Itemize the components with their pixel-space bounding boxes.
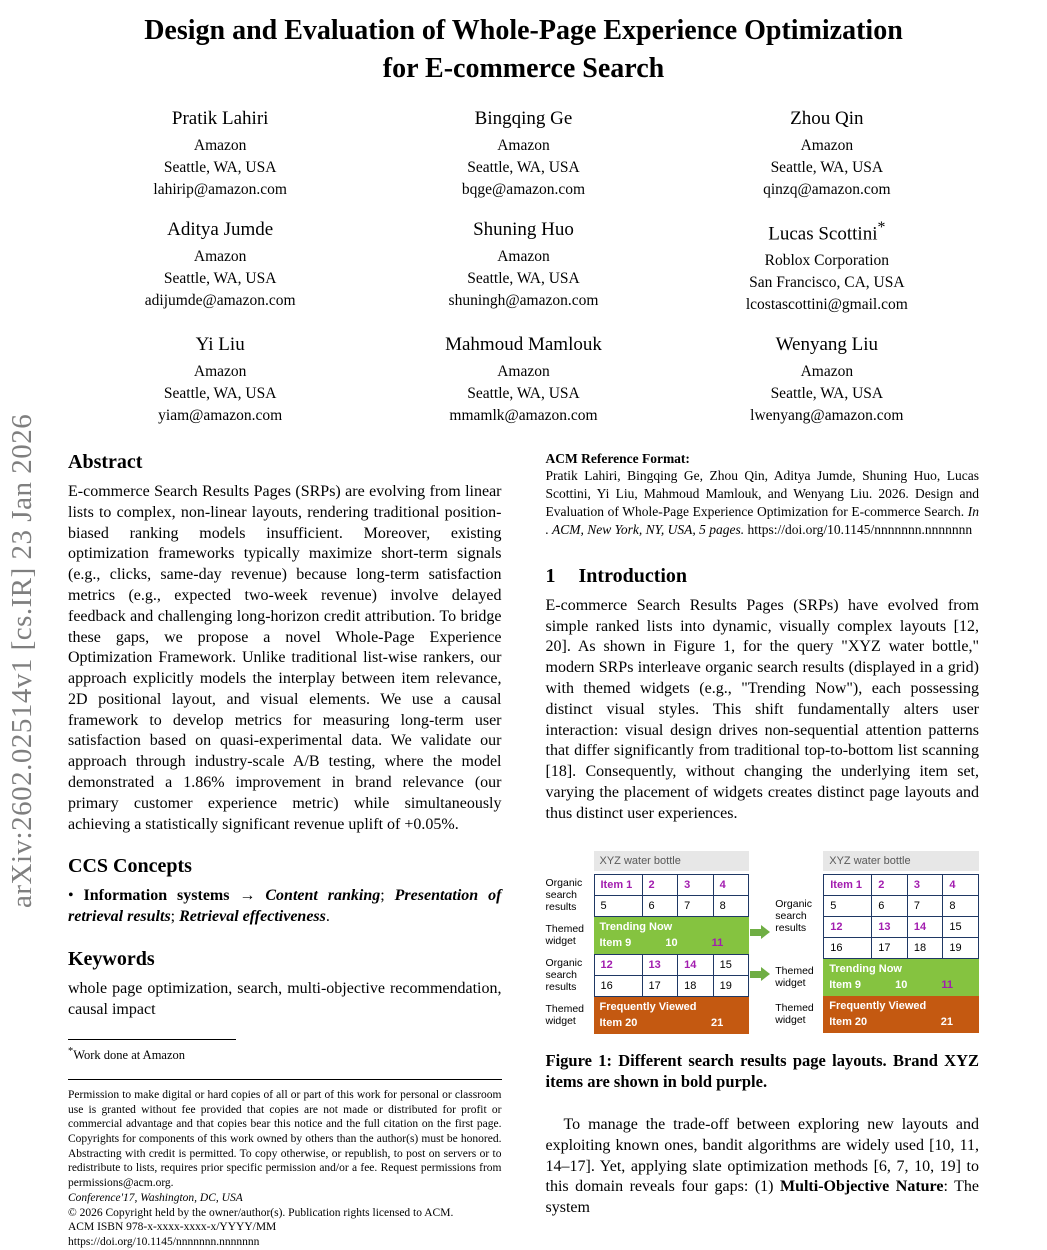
- author-block: [69, 219, 372, 316]
- author-affiliation: Amazon: [497, 136, 550, 154]
- ccs-concept: Information systems: [83, 887, 230, 905]
- figure-item-cell: 15: [713, 954, 749, 975]
- author-location: Seattle, WA, USA: [770, 384, 884, 402]
- author-email: shuningh@amazon.com: [448, 291, 599, 309]
- figure-widget-item: Item 20: [599, 1016, 638, 1029]
- figure-side-label: Organic search results: [545, 956, 583, 994]
- figure-side-label: Themed widget: [545, 1002, 585, 1027]
- author-location: Seattle, WA, USA: [467, 158, 580, 176]
- figure-brand-item-cell: Item 1: [594, 874, 642, 895]
- author-block: [69, 334, 372, 427]
- figure-search-bar: XYZ water bottle: [594, 851, 750, 871]
- author-name-text: Pratik Lahiri: [171, 107, 269, 129]
- figure-item-cell: 18: [677, 975, 713, 996]
- ccs-separator: ;: [380, 887, 395, 905]
- section-number: 1: [545, 564, 556, 587]
- figure-brand-item-cell: 4: [713, 874, 749, 895]
- paper-title: [44, 0, 1004, 88]
- ccs-item: Presentation of retrieval results: [68, 887, 502, 926]
- title-line-1: Design and Evaluation of Whole-Page Experience Optimization: [144, 15, 903, 46]
- figure-brand-item-cell: 13: [642, 954, 678, 975]
- figure-brand-item-cell: 11: [711, 936, 724, 949]
- section-title: Introduction: [578, 564, 688, 587]
- figure-side-label: Themed widget: [775, 964, 814, 989]
- author-affiliation: Amazon: [193, 362, 247, 380]
- figure-brand-item-cell: 3: [907, 874, 943, 895]
- author-name: [675, 219, 978, 245]
- author-email: lcostascottini@gmail.com: [745, 295, 908, 313]
- author-grid: [69, 108, 979, 427]
- figure-item-cell: 7: [907, 895, 943, 916]
- author-block: [675, 334, 978, 427]
- copyright-line: © 2026 Copyright held by the owner/author(s). Publication rights licensed to ACM.: [68, 1206, 454, 1219]
- author-location: San Francisco, CA, USA: [749, 273, 905, 291]
- figure-item-cell: 18: [907, 937, 943, 958]
- figure-1: [546, 851, 980, 1034]
- figure-widget-item: Item 9: [599, 936, 632, 949]
- figure-brand-item-cell: 14: [907, 916, 943, 937]
- figure-side-label: Themed widget: [545, 922, 585, 947]
- author-name-text: Wenyang Liu: [775, 333, 879, 355]
- figure-brand-item-cell: Item 1: [823, 874, 871, 895]
- figure-brand-item-cell: 2: [642, 874, 678, 895]
- figure-widget-items: [600, 937, 744, 949]
- figure-organic-grid: [823, 874, 979, 959]
- figure-brand-item-cell: 13: [871, 916, 907, 937]
- figure-widget-items: [829, 979, 973, 991]
- author-block: [372, 108, 675, 201]
- right-column: [546, 451, 980, 1250]
- green-arrow-icon: [750, 971, 761, 978]
- left-column: [68, 451, 502, 1250]
- ccs-item: Retrieval effectiveness: [179, 908, 326, 926]
- figure-item-cell: 8: [713, 895, 749, 916]
- figure-widget-items: [829, 1016, 973, 1028]
- introduction-paragraph-2: [546, 1115, 980, 1219]
- figure-side-label: [546, 851, 594, 874]
- figure-item-cell: 6: [642, 895, 678, 916]
- author-name-text: Zhou Qin: [790, 107, 864, 129]
- title-line-2: for E-commerce Search: [382, 52, 665, 84]
- author-email: lahirip@amazon.com: [153, 180, 287, 198]
- figure-brand-item-cell: 12: [594, 954, 642, 975]
- figure-brand-item-cell: 3: [677, 874, 713, 895]
- author-location: Seattle, WA, USA: [163, 158, 277, 176]
- author-name: [372, 219, 675, 241]
- ccs-separator: ;: [170, 908, 180, 926]
- abstract-heading: Abstract: [68, 450, 143, 473]
- figure-item-cell: 8: [942, 895, 978, 916]
- author-email: mmamlk@amazon.com: [449, 406, 598, 424]
- arxiv-watermark: arXiv:2602.02514v1 [cs.IR] 23 Jan 2026: [6, 413, 38, 908]
- figure-widget-green: [594, 917, 750, 954]
- author-location: Seattle, WA, USA: [467, 269, 580, 287]
- author-footnote: [68, 1046, 502, 1063]
- author-email: bqge@amazon.com: [461, 180, 586, 198]
- author-block: [372, 334, 675, 427]
- author-name-text: Shuning Huo: [473, 218, 574, 240]
- figure-side-label: [775, 851, 823, 874]
- figure-item-cell: 16: [594, 975, 642, 996]
- green-arrow-icon: [750, 929, 761, 936]
- author-location: Seattle, WA, USA: [770, 158, 884, 176]
- acm-ref-venue: In . ACM, New York, NY, USA, 5 pages.: [545, 503, 979, 537]
- ccs-item: Content ranking: [265, 887, 381, 905]
- figure-widget-green: [823, 959, 979, 996]
- figure-widget-orange: [594, 997, 750, 1034]
- figure-widget-item: 21: [940, 1015, 953, 1028]
- author-affiliation: Amazon: [800, 136, 854, 154]
- paragraph-text: : The system: [545, 1178, 980, 1217]
- figure1-left-mockup: [546, 851, 750, 1034]
- paragraph-text: To manage the trade-off between exploring new layouts and exploiting known ones, bandit algorithms are widely used [10, 11, 14–17]. Yet, applying slate optimization methods [6, 7, 10, 19] to this domain reveals four gaps: (1): [545, 1116, 979, 1196]
- acm-ref-text: [546, 467, 980, 539]
- figure-side-label: Themed widget: [775, 1001, 814, 1026]
- ccs-period: .: [325, 908, 330, 926]
- figure-widget-item: Item 20: [829, 1015, 868, 1028]
- conference-line: Conference'17, Washington, DC, USA: [68, 1191, 243, 1204]
- figure-item-cell: 5: [823, 895, 871, 916]
- two-column-body: [68, 451, 979, 1250]
- figure-brand-item-cell: 4: [942, 874, 978, 895]
- figure-widget-title: Frequently Viewed: [599, 1000, 697, 1013]
- author-name: [69, 108, 372, 130]
- author-block: [675, 219, 978, 316]
- author-affiliation: Amazon: [193, 136, 247, 154]
- figure-item-cell: 7: [677, 895, 713, 916]
- ccs-text: [68, 886, 502, 928]
- figure-organic-grid: [594, 954, 750, 997]
- figure-brand-item-cell: 2: [871, 874, 907, 895]
- author-name: [675, 334, 978, 356]
- acm-reference-format: [546, 451, 980, 539]
- keywords-heading: Keywords: [68, 948, 155, 971]
- figure-brand-item-cell: 14: [677, 954, 713, 975]
- copyright-block: [68, 1088, 502, 1250]
- author-affiliation: Amazon: [193, 247, 247, 265]
- figure-widget-title: Trending Now: [599, 920, 673, 933]
- figure-search-bar: XYZ water bottle: [823, 851, 979, 871]
- figure-widget-title: Frequently Viewed: [829, 999, 927, 1012]
- author-name-text: Bingqing Ge: [474, 107, 573, 129]
- ccs-arrow: →: [229, 887, 266, 905]
- author-name-text: Yi Liu: [195, 333, 245, 355]
- author-email: qinzq@amazon.com: [763, 180, 891, 198]
- author-affiliation: Roblox Corporation: [764, 251, 890, 269]
- figure1-arrows: [749, 851, 775, 1034]
- footnote-rule: [68, 1039, 236, 1040]
- figure-item-cell: 19: [713, 975, 749, 996]
- figure-widget-item: 21: [711, 1016, 724, 1029]
- author-email: adijumde@amazon.com: [144, 291, 296, 309]
- doi-link[interactable]: https://doi.org/10.1145/nnnnnnn.nnnnnnn: [68, 1236, 260, 1248]
- acm-ref-doi[interactable]: https://doi.org/10.1145/nnnnnnn.nnnnnnn: [744, 521, 973, 537]
- copyright-rule: [68, 1079, 502, 1080]
- author-name: [372, 334, 675, 356]
- author-name: [372, 108, 675, 130]
- figure-item-cell: 17: [871, 937, 907, 958]
- isbn-line: ACM ISBN 978-x-xxxx-xxxx-x/YYYY/MM: [68, 1221, 277, 1234]
- author-block: [372, 219, 675, 316]
- author-block: [675, 108, 978, 201]
- author-name: [69, 334, 372, 356]
- ccs-bullet: •: [68, 887, 84, 905]
- author-name: [69, 219, 372, 241]
- author-block: [69, 108, 372, 201]
- introduction-paragraph-1: E-commerce Search Results Pages (SRPs) have evolved from simple ranked lists into dynamic, visually complex layouts [12, 20]. As shown in Figure 1, for the query "XYZ water bottle," modern SRPs interleave organic search results (displayed in a grid) with themed widgets (e.g., "Trending Now"), each possessing distinct visual styles. This shift fundamentally alters user interaction: visual design drives non-sequential attention patterns that differ significantly from traditional top-to-bottom list scanning [18]. Consequently, without changing the underlying item set, varying the placement of widgets creates distinct page layouts and thus distinct user experiences.: [545, 596, 979, 822]
- figure-widget-title: Trending Now: [829, 962, 902, 975]
- keywords-text: whole page optimization, search, multi-objective recommendation, causal impact: [68, 980, 502, 1018]
- figure-widget-item: 10: [895, 978, 908, 991]
- author-location: Seattle, WA, USA: [163, 269, 277, 287]
- figure-widget-orange: [823, 996, 979, 1033]
- abstract-text: E-commerce Search Results Pages (SRPs) are evolving from linear lists to complex, non-linear layouts, rendering traditional position-biased ranking models insufficient. Moreover, existing optimization frameworks typically maximize short-term signals (e.g., clicks, same-day revenue) because long-term satisfaction metrics (e.g., expected two-week revenue) involve delayed feedback and challenging long-horizon credit attribution. To bridge these gaps, we propose a novel Whole-Page Experience Optimization Framework. Unlike traditional list-wise rankers, our approach explicitly models the interplay between item relevance, 2D positional layout, and visual elements. We use a causal framework to develop metrics for measuring long-term user satisfaction based on quasi-experimental data. We validate our approach through industry-scale A/B testing, where the model demonstrated a 1.86% improvement in brand relevance (our primary customer experience metric) while simultaneously achieving a statistically significant revenue uplift of +0.05%.: [68, 482, 502, 833]
- figure-item-cell: 15: [942, 916, 978, 937]
- author-name: [675, 108, 978, 130]
- figure-brand-item-cell: 11: [941, 978, 953, 991]
- author-email: lwenyang@amazon.com: [750, 406, 904, 424]
- footnote-text: Work done at Amazon: [73, 1047, 186, 1062]
- figure-brand-item-cell: 12: [823, 916, 871, 937]
- author-location: Seattle, WA, USA: [163, 384, 277, 402]
- acm-ref-heading: ACM Reference Format:: [545, 450, 690, 466]
- figure-item-cell: 16: [823, 937, 871, 958]
- author-affiliation: Amazon: [497, 362, 550, 380]
- author-name-text: Mahmoud Mamlouk: [445, 333, 602, 355]
- author-name-text: Aditya Jumde: [167, 218, 274, 240]
- figure1-caption: Figure 1: Different search results page layouts. Brand XYZ items are shown in bold purple.: [545, 1050, 979, 1092]
- figure-widget-items: [600, 1017, 744, 1029]
- ccs-heading: CCS Concepts: [68, 855, 192, 878]
- figure-widget-item: Item 9: [829, 978, 862, 991]
- figure-widget-item: 10: [665, 936, 678, 949]
- figure-item-cell: 5: [594, 895, 642, 916]
- bold-term: Multi-Objective Nature: [779, 1178, 944, 1196]
- author-name-text: Lucas Scottini: [768, 222, 878, 244]
- figure-item-cell: 17: [642, 975, 678, 996]
- permission-text: Permission to make digital or hard copies of all or part of this work for personal or classroom use is granted without fee provided that copies are not made or distributed for profit or commercial advantage and that copies bear this notice and the full citation on the first page. Copyrights for components of this work owned by others than the author(s) must be honored. Abstracting with credit is permitted. To copy otherwise, or republish, to post on servers or to redistribute to lists, requires prior specific permission and/or a fee. Request permissions from permissions@acm.org.: [68, 1088, 502, 1190]
- author-affiliation: Amazon: [497, 247, 550, 265]
- author-affiliation: Amazon: [800, 362, 854, 380]
- acm-ref-authors: Pratik Lahiri, Bingqing Ge, Zhou Qin, Aditya Jumde, Shuning Huo, Lucas Scottini, Yi Liu, Mahmoud Mamlouk, and Wenyang Liu. 2026. Design and Evaluation of Whole-Page Experience Optimization for E-commerce Search.: [545, 467, 979, 519]
- footnote-marker: *: [68, 1045, 74, 1057]
- author-footnote-mark: *: [877, 218, 886, 236]
- figure-item-cell: 19: [942, 937, 978, 958]
- author-email: yiam@amazon.com: [158, 406, 283, 424]
- figure1-right-mockup: [775, 851, 979, 1033]
- figure-item-cell: 6: [871, 895, 907, 916]
- figure-side-label: Organic search results: [545, 876, 583, 914]
- figure-side-label: Organic search results: [775, 897, 813, 935]
- introduction-heading: [546, 565, 980, 588]
- author-location: Seattle, WA, USA: [467, 384, 580, 402]
- figure-organic-grid: [594, 874, 750, 917]
